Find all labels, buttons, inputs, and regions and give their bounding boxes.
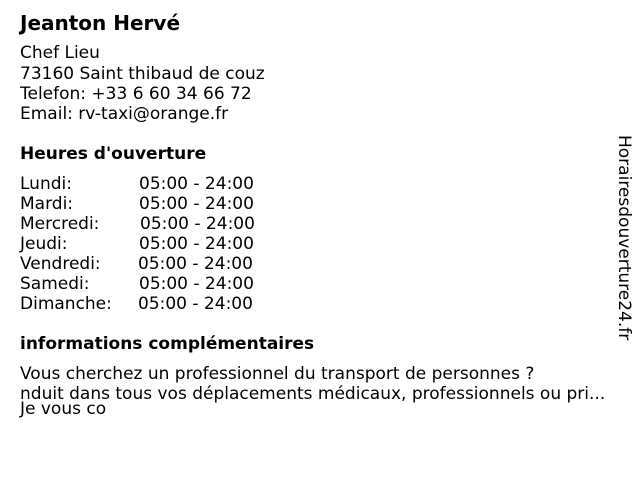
time-range: 05:00 - 24:00 [139,174,254,194]
time-range: 05:00 - 24:00 [139,274,254,294]
site-watermark: Horairesdouverture24.fr [614,135,634,341]
opening-hours-heading: Heures d'ouverture [20,144,207,164]
hours-row-tuesday [20,194,320,214]
time-range: 05:00 - 24:00 [138,294,253,314]
hours-row-friday [20,254,320,274]
description-line-1: Vous cherchez un professionnel du transport de personnes ? [20,364,535,384]
phone-number[interactable]: Telefon: +33 6 60 34 66 72 [20,84,252,104]
hours-row-wednesday [20,214,320,234]
day-label: Mardi: [20,194,74,214]
business-name: Jeanton Hervé [20,11,181,35]
address-line-1: Chef Lieu [20,43,100,63]
day-label: Vendredi: [20,254,101,274]
day-label: Lundi: [20,174,72,194]
time-range: 05:00 - 24:00 [139,194,254,214]
day-label: Dimanche: [20,294,112,314]
day-label: Jeudi: [20,234,68,254]
email-address[interactable]: Email: rv-taxi@orange.fr [20,104,229,124]
additional-info-heading: informations complémentaires [20,334,315,354]
time-range: 05:00 - 24:00 [140,214,255,234]
time-range: 05:00 - 24:00 [138,254,253,274]
description-line-2: nduit dans tous vos déplacements médicaux, professionnels ou pri... [20,384,606,404]
time-range: 05:00 - 24:00 [139,234,254,254]
hours-row-monday [20,174,320,194]
hours-row-thursday [20,234,320,254]
address-line-2: 73160 Saint thibaud de couz [20,64,265,84]
hours-row-sunday [20,294,320,314]
description-line-3: Je vous co [20,399,107,419]
day-label: Samedi: [20,274,90,294]
day-label: Mercredi: [20,214,100,234]
hours-row-saturday [20,274,320,294]
